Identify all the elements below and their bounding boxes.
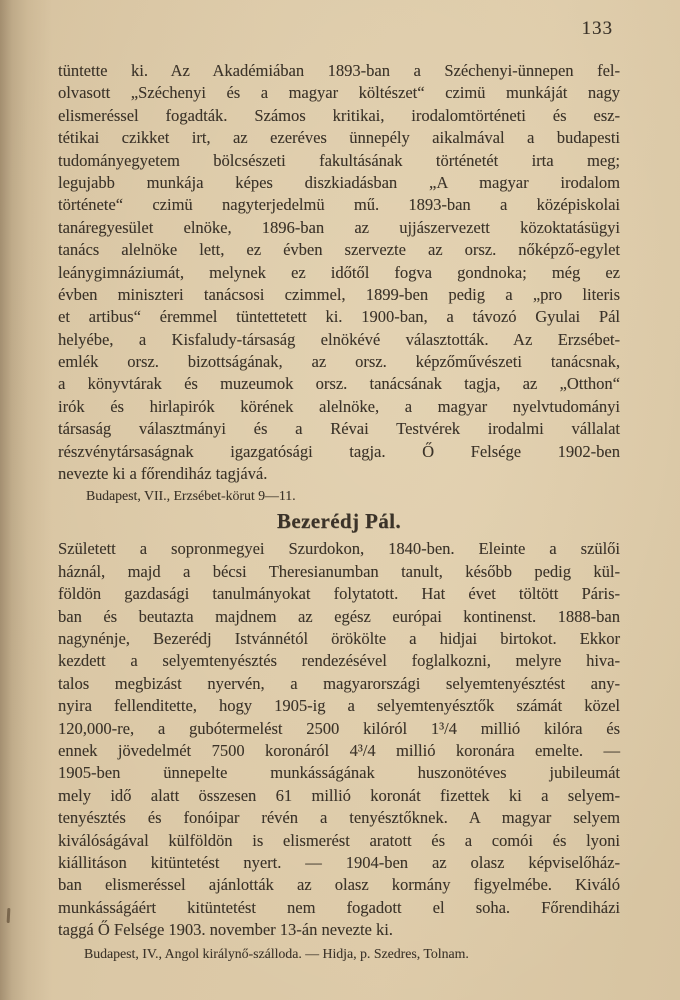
text-line: leánygimnáziumát, melynek ez időtől fogva gondnoka; még ez (58, 262, 620, 282)
paragraph-biography (58, 538, 620, 941)
text-line: évben miniszteri tanácsosi czimmel, 1899-ben pedig a „pro literis (58, 284, 620, 304)
text-line: története“ czimü nagyterjedelmü mű. 1893-ban a középiskolai (58, 195, 620, 215)
text-line: olvasott „Széchenyi és a magyar költészet“ czimü munkáját nagy (58, 83, 620, 103)
address-line-2: Budapest, IV., Angol királynő-szálloda. — Hidja, p. Szedres, Tolnam. (84, 946, 469, 962)
text-line: nagynénje, Bezerédj Istvánnétól örökölte a hidjai birtokot. Ekkor (58, 628, 620, 648)
text-line: tudományegyetem bölcsészeti fakultásának történetét irta meg; (58, 150, 620, 170)
page-edge-mark (7, 908, 11, 923)
text-line: 1905-ben ünnepelte munkásságának huszonötéves jubileumát (58, 763, 620, 783)
text-line: tüntette ki. Az Akadémiában 1893-ban a Széchenyi-ünnepen fel- (58, 61, 620, 80)
paragraph-continuation (58, 60, 620, 485)
text-line: a könyvtárak és muzeumok orsz. tanácsának tagja, az „Otthon“ (58, 374, 620, 394)
address-line-1: Budapest, VII., Erzsébet-körut 9—11. (86, 488, 296, 504)
text-line: irók és hirlapirók körének alelnöke, a magyar nyelvtudományi (58, 396, 620, 416)
page-gutter-shadow (0, 0, 52, 1000)
text-line: kiválóságával külföldön is elismerést aratott és a comói és lyoni (58, 830, 620, 850)
text-line: kezdett a selyemtenyésztés rendezésével foglalkozni, melyre hiva- (58, 651, 620, 671)
text-line: tétikai czikket irt, az ezeréves ünnepély aikalmával a budapesti (58, 128, 620, 148)
page-number: 133 (581, 18, 613, 39)
text-line: helyébe, a Kisfaludy-társaság elnökévé választották. Az Erzsébet- (58, 329, 620, 349)
text-line: elismeréssel fogadták. Számos kritikai, irodalomtörténeti és esz- (58, 105, 620, 125)
text-block (58, 60, 620, 964)
text-line: tanáregyesület elnöke, 1896-ban az ujjászervezett közoktatásügyi (58, 217, 620, 237)
text-line: nyira fellenditette, hogy 1905-ig a selyemtenyésztők számát közel (58, 696, 620, 716)
text-line: 120,000-re, a gubótermelést 2500 kilóról 1³/4 millió kilóra és (58, 718, 620, 738)
text-line: Született a sopronmegyei Szurdokon, 1840-ben. Eleinte a szülői (58, 539, 620, 559)
text-line: kiállitáson kitüntetést nyert. — 1904-ben az olasz képviselőház- (58, 852, 620, 872)
text-line: et artibus“ éremmel tüntettetett ki. 1900-ban, a távozó Gyulai Pál (58, 307, 620, 327)
text-line: munkásságáért kitüntetést nem fogadott el soha. Főrendiházi (58, 897, 620, 917)
text-line: részvénytársaságnak igazgatósági tagja. Ő Felsége 1902-ben (58, 441, 620, 461)
text-line: mely idő alatt összesen 61 millió koronát fizettek ki a selyem- (58, 785, 620, 805)
text-line: emlék orsz. bizottságának, az orsz. képzőművészeti tanácsnak, (58, 352, 620, 372)
text-line: legujabb munkája képes diszkiadásban „A magyar irodalom (58, 172, 620, 192)
text-line: háznál, majd a bécsi Theresianumban tanult, később pedig kül- (58, 561, 620, 581)
text-line: ban és beutazta majdnem az egész európai kontinenst. 1888-ban (58, 606, 620, 626)
text-line: nevezte ki a főrendiház tagjává. (58, 464, 268, 484)
text-line: földön gazdasági tanulmányokat folytatott. Hat évet töltött Páris- (58, 584, 620, 604)
text-line: tenyésztés és fonóipar révén a tenyésztőknek. A magyar selyem (58, 808, 620, 828)
text-line: ennek jövedelmét 7500 koronáról 4³/4 millió koronára emelte. — (58, 740, 620, 760)
text-line: tanács alelnöke lett, ez évben szervezte az orsz. nőképző-egylet (58, 240, 620, 260)
text-line: társaság választmányi és a Révai Testvérek irodalmi vállalat (58, 419, 620, 439)
text-line: ban elismeréssel ajánlották az olasz kormány figyelmébe. Kiváló (58, 875, 620, 895)
text-line: talos megbizást nyervén, a magyarországi selyemtenyésztést any- (58, 673, 620, 693)
text-line: taggá Ő Felsége 1903. november 13-án nevezte ki. (58, 920, 393, 940)
entry-heading: Bezerédj Pál. (276, 509, 402, 534)
